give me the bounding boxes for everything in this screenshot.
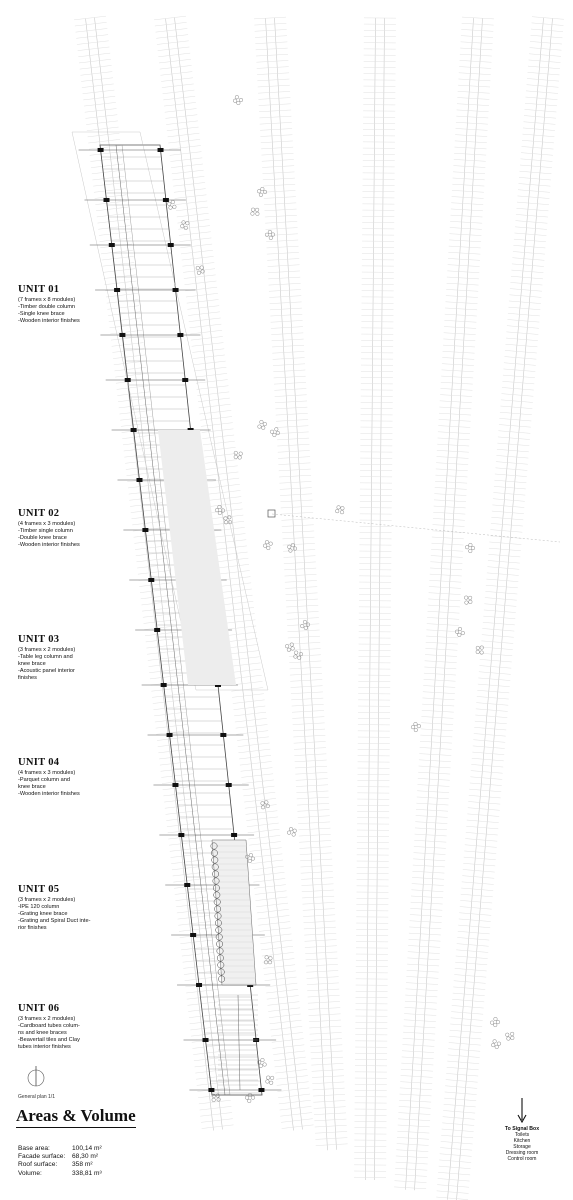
unit-title: UNIT 02 xyxy=(18,508,60,519)
unit-title: UNIT 03 xyxy=(18,634,60,645)
areas-metrics-list xyxy=(18,1145,102,1178)
unit-line: -Wooden interior finishes xyxy=(18,318,80,324)
metric-value: 100,14 m² xyxy=(72,1145,102,1152)
unit-line: finishes xyxy=(18,675,37,681)
unit-line: -Timber single column xyxy=(18,528,73,534)
shrub-icon xyxy=(464,596,472,605)
unit-line: (7 frames x 8 modules) xyxy=(18,297,76,303)
shrub-icon xyxy=(266,1076,274,1085)
shrub-icon xyxy=(505,1032,514,1040)
shrub-icon xyxy=(465,543,474,553)
shrub-icon xyxy=(263,540,272,549)
unit-line: -Grating and Spiral Duct inte- xyxy=(18,918,91,924)
shrub-icon xyxy=(233,95,243,104)
metric-label: Facade surface: xyxy=(18,1153,66,1161)
unit-line: -Timber double column xyxy=(18,304,75,310)
north-arrow-icon xyxy=(28,1066,44,1086)
signal-box-title: To Signal Box xyxy=(504,1126,540,1132)
unit-01-description xyxy=(18,284,138,325)
unit-line: -IPE 120 column xyxy=(18,904,60,910)
track-4 xyxy=(354,18,396,1180)
unit-line: knee brace xyxy=(18,784,46,790)
room-label: Toilets xyxy=(514,1132,530,1138)
unit-line: -Parquet column and xyxy=(18,777,70,783)
track-5 xyxy=(394,17,494,1190)
unit-title: UNIT 06 xyxy=(18,1003,60,1014)
metric-row xyxy=(18,1161,102,1169)
unit-line: tubes interior finishes xyxy=(18,1044,71,1050)
room-label: Control room xyxy=(507,1156,537,1162)
shrub-icon xyxy=(294,651,303,660)
unit-line: -Grating knee brace xyxy=(18,911,68,917)
unit-04-description xyxy=(18,757,138,798)
metric-value: 68,30 m² xyxy=(72,1153,99,1161)
signal-box-legend xyxy=(500,1098,544,1162)
unit-line: -Double knee brace xyxy=(18,535,67,541)
shrub-icon xyxy=(264,956,272,965)
unit-line: -Single knee brace xyxy=(18,311,65,317)
unit-line: -Wooden interior finishes xyxy=(18,791,80,797)
shrub-icon xyxy=(411,722,420,732)
unit-title: UNIT 01 xyxy=(18,284,60,295)
metric-value: 338,81 m³ xyxy=(72,1169,102,1177)
metric-row xyxy=(18,1153,102,1161)
room-label: Storage xyxy=(513,1144,531,1150)
unit-line: (3 frames x 2 modules) xyxy=(18,897,76,903)
unit-line: -Wooden interior finishes xyxy=(18,542,80,548)
unit-line: (4 frames x 3 modules) xyxy=(18,770,76,776)
shrub-icon xyxy=(491,1040,500,1049)
room-label: Dressing room xyxy=(505,1150,539,1156)
unit-02-description xyxy=(18,508,138,549)
shrub-icon xyxy=(234,451,243,459)
scale-label: General plan 1/1 xyxy=(18,1094,55,1100)
unit-line: -Cardboard tubes colum- xyxy=(18,1023,80,1029)
unit-line: ns and knee braces xyxy=(18,1030,67,1036)
unit-03-description xyxy=(18,634,138,682)
unit-line: (3 frames x 2 modules) xyxy=(18,1016,76,1022)
areas-volume-title: Areas & Volume xyxy=(16,1106,136,1128)
shrub-icon xyxy=(215,505,225,515)
metric-label: Base area: xyxy=(18,1145,50,1152)
unit-line: (4 frames x 3 modules) xyxy=(18,521,76,527)
metric-label: Volume: xyxy=(18,1169,42,1177)
room-label: Kitchen xyxy=(513,1138,531,1144)
shrub-icon xyxy=(490,1017,500,1027)
unit-title: UNIT 05 xyxy=(18,884,60,895)
metric-label: Roof surface: xyxy=(18,1161,58,1169)
shrub-icon xyxy=(270,428,279,437)
shrub-icon xyxy=(287,827,296,836)
unit-line: -Acoustic panel interior xyxy=(18,668,75,674)
unit-06-description xyxy=(18,1003,138,1051)
metric-row xyxy=(18,1170,102,1178)
shrub-icon xyxy=(258,420,267,429)
shrub-icon xyxy=(335,506,344,514)
shrub-icon xyxy=(455,627,464,637)
unit-05-description xyxy=(18,884,138,932)
unit-line: -Beavertail tiles and Clay xyxy=(18,1037,80,1043)
shrub-icon xyxy=(251,208,260,216)
unit-line: (3 frames x 2 modules) xyxy=(18,647,76,653)
track-6 xyxy=(436,17,564,1200)
unit-title: UNIT 04 xyxy=(18,757,60,768)
metric-value: 358 m² xyxy=(72,1161,93,1169)
building-plan xyxy=(72,132,281,1095)
unit-line: rior finishes xyxy=(18,925,47,931)
unit-line: -Table leg column and xyxy=(18,654,73,660)
unit-line: knee brace xyxy=(18,661,46,667)
metric-row xyxy=(18,1145,102,1153)
